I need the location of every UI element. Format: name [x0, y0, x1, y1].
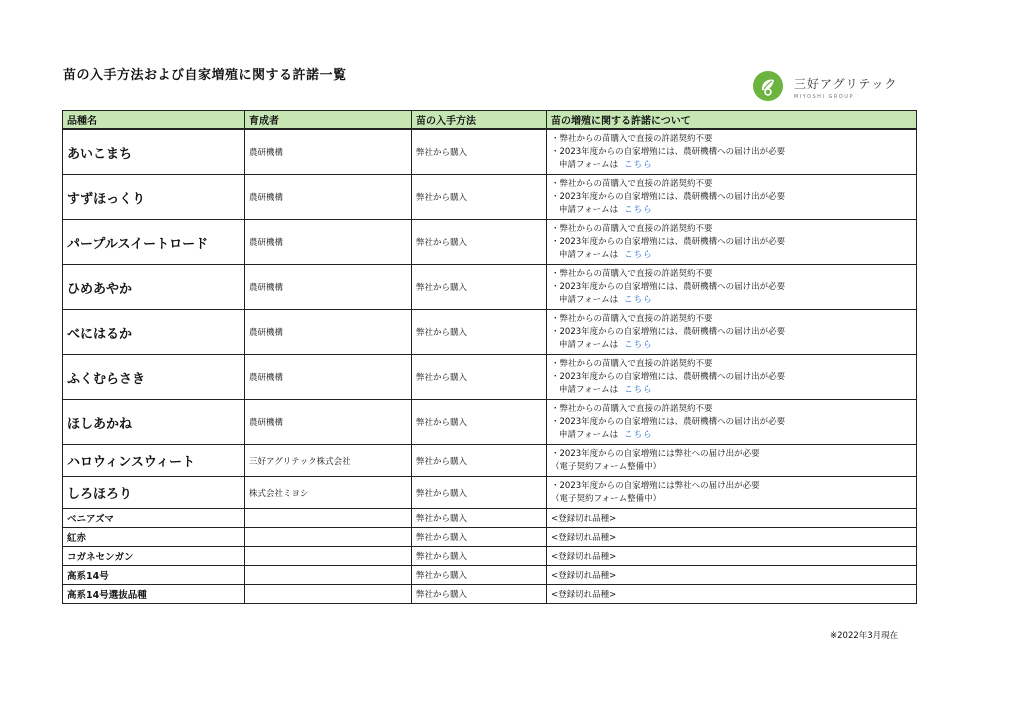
license-line: ・弊社からの苗購入で直接の許諾契約不要: [551, 133, 713, 144]
license-info: <登録切れ品種>: [547, 528, 917, 547]
license-line: （電子契約フォーム整備中）: [551, 493, 662, 504]
application-form-line: [551, 384, 912, 397]
application-form-label: 申請フォームは: [559, 294, 619, 305]
table-row: [63, 547, 917, 566]
header-method: 苗の入手方法: [412, 111, 547, 130]
variety-name: 紅赤: [63, 528, 245, 547]
application-form-label: 申請フォームは: [559, 429, 619, 440]
license-info: [547, 477, 917, 509]
application-form-link[interactable]: こちら: [624, 294, 653, 305]
variety-name: しろほろり: [63, 477, 245, 509]
license-info: [547, 129, 917, 175]
license-info: [547, 445, 917, 477]
table-row: [63, 566, 917, 585]
variety-name: ハロウィンスウィート: [63, 445, 245, 477]
license-line: ・2023年度からの自家増殖には弊社への届け出が必要: [551, 480, 760, 491]
license-info: <登録切れ品種>: [547, 547, 917, 566]
application-form-link[interactable]: こちら: [624, 384, 653, 395]
header-variety: 品種名: [63, 111, 245, 130]
license-line: ・弊社からの苗購入で直接の許諾契約不要: [551, 358, 713, 369]
license-info: [547, 355, 917, 400]
leaf-logo-icon: [752, 70, 784, 102]
acquisition-method: 弊社から購入: [412, 528, 547, 547]
license-info: [547, 220, 917, 265]
breeder: 株式会社ミヨシ: [245, 477, 412, 509]
breeder: [245, 509, 412, 528]
application-form-label: 申請フォームは: [559, 204, 619, 215]
license-line: ・2023年度からの自家増殖には弊社への届け出が必要: [551, 448, 760, 459]
acquisition-method: 弊社から購入: [412, 400, 547, 445]
breeder: [245, 547, 412, 566]
license-info: <登録切れ品種>: [547, 585, 917, 604]
application-form-line: [551, 204, 912, 217]
acquisition-method: 弊社から購入: [412, 509, 547, 528]
license-line: ・弊社からの苗購入で直接の許諾契約不要: [551, 268, 713, 279]
application-form-line: [551, 294, 912, 307]
acquisition-method: 弊社から購入: [412, 355, 547, 400]
application-form-link[interactable]: こちら: [624, 204, 653, 215]
variety-name: パープルスイートロード: [63, 220, 245, 265]
license-line: ・弊社からの苗購入で直接の許諾契約不要: [551, 313, 713, 324]
header-license: 苗の増殖に関する許諾について: [547, 111, 917, 130]
application-form-label: 申請フォームは: [559, 159, 619, 170]
breeder: 農研機構: [245, 355, 412, 400]
breeder: 農研機構: [245, 400, 412, 445]
license-line: （電子契約フォーム整備中）: [551, 461, 662, 472]
license-line: ・2023年度からの自家増殖には、農研機構への届け出が必要: [551, 236, 786, 247]
table-row: [63, 265, 917, 310]
page-title: 苗の入手方法および自家増殖に関する許諾一覧: [63, 68, 347, 83]
table-row: [63, 528, 917, 547]
acquisition-method: 弊社から購入: [412, 220, 547, 265]
acquisition-method: 弊社から購入: [412, 265, 547, 310]
variety-name: 高系14号選抜品種: [63, 585, 245, 604]
application-form-link[interactable]: こちら: [624, 159, 653, 170]
company-name: 三好アグリテック: [794, 77, 898, 91]
acquisition-method: 弊社から購入: [412, 477, 547, 509]
variety-name: 高系14号: [63, 566, 245, 585]
table-row: [63, 445, 917, 477]
acquisition-method: 弊社から購入: [412, 547, 547, 566]
table-row: [63, 355, 917, 400]
license-line: ・2023年度からの自家増殖には、農研機構への届け出が必要: [551, 371, 786, 382]
variety-name: ベニアズマ: [63, 509, 245, 528]
application-form-link[interactable]: こちら: [624, 429, 653, 440]
license-line: ・2023年度からの自家増殖には、農研機構への届け出が必要: [551, 191, 786, 202]
table-row: [63, 310, 917, 355]
license-info: [547, 265, 917, 310]
license-line: ・2023年度からの自家増殖には、農研機構への届け出が必要: [551, 416, 786, 427]
application-form-label: 申請フォームは: [559, 249, 619, 260]
license-line: ・2023年度からの自家増殖には、農研機構への届け出が必要: [551, 146, 786, 157]
acquisition-method: 弊社から購入: [412, 129, 547, 175]
table-row: [63, 585, 917, 604]
breeder: 農研機構: [245, 175, 412, 220]
variety-name: コガネセンガン: [63, 547, 245, 566]
license-line: ・2023年度からの自家増殖には、農研機構への届け出が必要: [551, 326, 786, 337]
application-form-link[interactable]: こちら: [624, 339, 653, 350]
breeder: [245, 566, 412, 585]
breeder: 農研機構: [245, 310, 412, 355]
application-form-line: [551, 249, 912, 262]
license-line: ・弊社からの苗購入で直接の許諾契約不要: [551, 403, 713, 414]
license-info: <登録切れ品種>: [547, 509, 917, 528]
company-group: MIYOSHI GROUP: [794, 94, 854, 100]
header-breeder: 育成者: [245, 111, 412, 130]
application-form-link[interactable]: こちら: [624, 249, 653, 260]
breeder: 農研機構: [245, 220, 412, 265]
license-line: ・弊社からの苗購入で直接の許諾契約不要: [551, 223, 713, 234]
table-row: [63, 509, 917, 528]
footnote: ※2022年3月現在: [830, 631, 899, 641]
license-line: ・2023年度からの自家増殖には、農研機構への届け出が必要: [551, 281, 786, 292]
acquisition-method: 弊社から購入: [412, 445, 547, 477]
company-logo: [752, 70, 912, 104]
variety-name: べにはるか: [63, 310, 245, 355]
acquisition-method: 弊社から購入: [412, 310, 547, 355]
breeder: 農研機構: [245, 129, 412, 175]
table-header-row: [63, 111, 917, 130]
variety-name: ふくむらさき: [63, 355, 245, 400]
variety-name: ひめあやか: [63, 265, 245, 310]
application-form-label: 申請フォームは: [559, 384, 619, 395]
license-table: [62, 110, 917, 604]
acquisition-method: 弊社から購入: [412, 175, 547, 220]
table-row: [63, 175, 917, 220]
table-row: [63, 220, 917, 265]
breeder: [245, 585, 412, 604]
license-info: [547, 310, 917, 355]
license-info: [547, 400, 917, 445]
application-form-line: [551, 429, 912, 442]
breeder: 三好アグリテック株式会社: [245, 445, 412, 477]
acquisition-method: 弊社から購入: [412, 585, 547, 604]
application-form-line: [551, 159, 912, 172]
variety-name: すずほっくり: [63, 175, 245, 220]
breeder: [245, 528, 412, 547]
acquisition-method: 弊社から購入: [412, 566, 547, 585]
table-row: [63, 129, 917, 175]
application-form-line: [551, 339, 912, 352]
variety-name: ほしあかね: [63, 400, 245, 445]
license-line: ・弊社からの苗購入で直接の許諾契約不要: [551, 178, 713, 189]
application-form-label: 申請フォームは: [559, 339, 619, 350]
breeder: 農研機構: [245, 265, 412, 310]
table-row: [63, 400, 917, 445]
license-info: <登録切れ品種>: [547, 566, 917, 585]
variety-name: あいこまち: [63, 129, 245, 175]
license-info: [547, 175, 917, 220]
table-row: [63, 477, 917, 509]
